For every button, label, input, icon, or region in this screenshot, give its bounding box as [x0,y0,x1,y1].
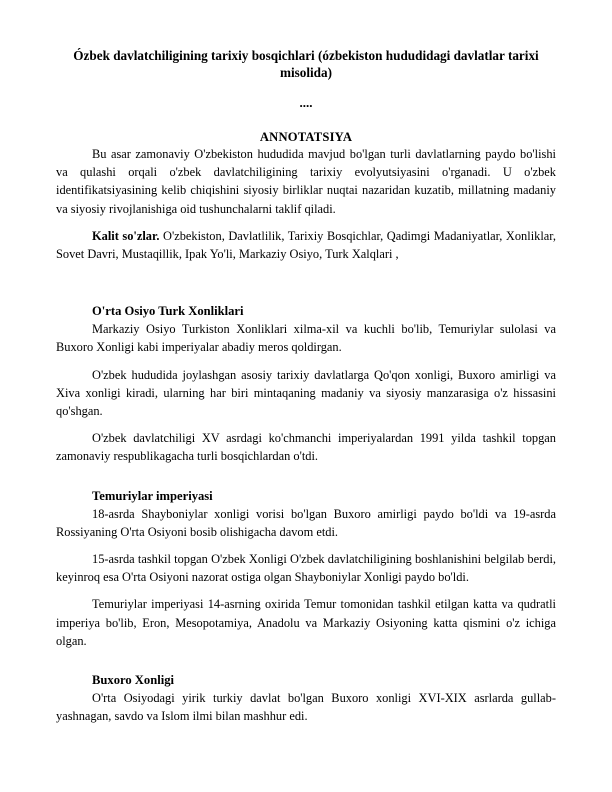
annotation-paragraph: Bu asar zamonaviy O'zbekiston hududida mavjud bo'lgan turli davlatlarning paydo bo'lishi va qulashi orqali o'zbek davlatchiligining tarixiy evolyutsiyasini o'rganadi. U o'zbek identifikatsiyasining kelib chiqishini siyosiy birliklar nuqtai nazaridan kuzatib, millatning madaniy va siyosiy rivojlanishiga oid tushunchalarni taklif qiladi. [56,147,556,216]
title-ellipsis: .... [299,95,313,110]
keywords-list: O'zbekiston, Davlatlilik, Tarixiy Bosqichlar, Qadimgi Madaniyatlar, Xonliklar, Sovet Davri, Mustaqillik, Ipak Yo'li, Markaziy Osiyo, Turk Xalqlari , [56,228,557,262]
section-heading-turk-xonliklari: O'rta Osiyo Turk Xonliklari [92,304,244,319]
keywords-paragraph [56,227,556,263]
section-paragraph: 15-asrda tashkil topgan O'zbek Xonligi O'zbek davlatchiligining boshlanishini belgilab berdi, keyinroq esa O'rta Osiyoni nazorat ostiga olgan Shayboniylar Xonligi paydo bo'ldi. [56,552,556,585]
keywords-label: Kalit so'zlar. [92,228,160,243]
document-title: Ózbek davlatchiligining tarixiy bosqichlari (ózbekiston hududidagi davlatlar tarixi misolida) [73,48,539,80]
section-paragraph: 18-asrda Shayboniylar xonligi vorisi bo'lgan Buxoro amirligi paydo bo'ldi va 19-asrda Rossiyaning O'rta Osiyoni bosib olishigacha davom etdi. [56,506,556,539]
section-heading-buxoro-xonligi: Buxoro Xonligi [92,673,174,688]
annotation-heading: ANNOTATSIYA [259,130,353,144]
section-paragraph: Temuriylar imperiyasi 14-asrning oxirida Temur tomonidan tashkil etilgan katta va qudratli imperiya bo'lib, Eron, Mesopotamiya, Anadolu va Markaziy Osiyoning katta qismini o'z ichiga olgan. [56,597,556,648]
section-paragraph: Markaziy Osiyo Turkiston Xonliklari xilma-xil va kuchli bo'lib, Temuriylar sulolasi va Buxoro Xonligi kabi imperiyalar abadiy meros qoldirgan. [56,322,556,355]
document-page [56,47,556,725]
section-paragraph: O'zbek hududida joylashgan asosiy tarixiy davlatlarga Qo'qon xonligi, Buxoro amirligi va Xiva xonligi kiradi, ularning har biri mintaqaning madaniy va siyosiy manzarasiga o'z hissasini qo'shgan. [56,367,556,419]
section-paragraph: O'zbek davlatchiligi XV asrdagi ko'chmanchi imperiyalardan 1991 yilda tashkil topgan zamonaviy respublikagacha turli bosqichlardan o'tdi. [56,431,556,464]
section-paragraph: O'rta Osiyodagi yirik turkiy davlat bo'lgan Buxoro xonligi XVI-XIX asrlarda gullab-yashnagan, savdo va Islom ilmi bilan mashhur edi. [56,691,556,724]
section-heading-temuriylar: Temuriylar imperiyasi [92,488,213,503]
